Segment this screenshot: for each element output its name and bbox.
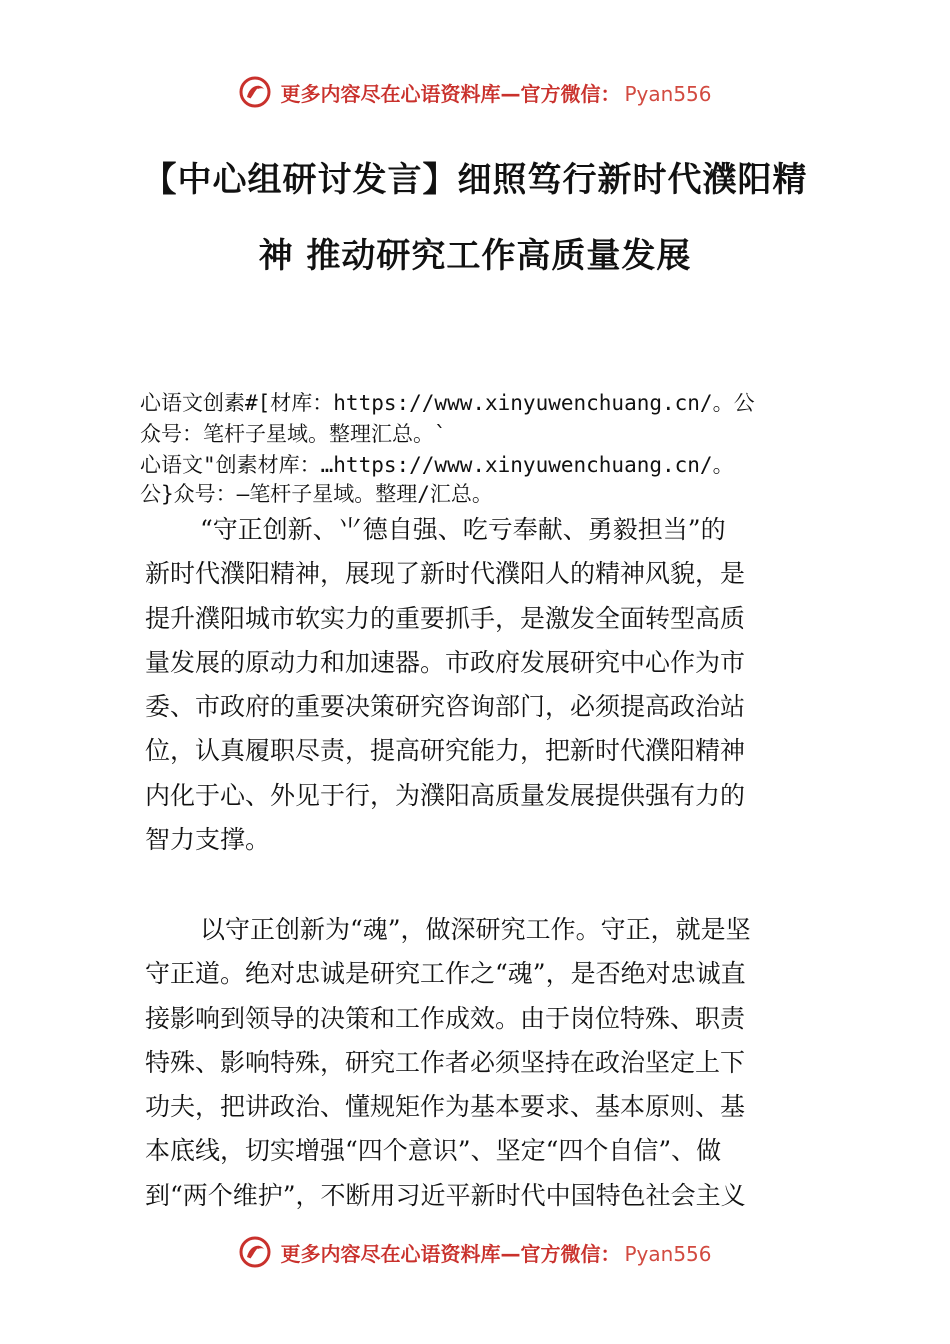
paragraph-line: 智力支撑。 <box>145 825 271 855</box>
header-banner-text <box>280 78 711 107</box>
footer-banner-label: 官方微信： <box>520 1241 621 1266</box>
paragraph-line: 以守正创新为“魂”，做深研究工作。守正，就是坚 <box>200 915 751 944</box>
footer-banner-slogan: 更多内容尽在心语资料库 <box>280 1241 501 1266</box>
paragraph-line: 量发展的原动力和加速器。市政府发展研究中心作为市 <box>145 647 746 677</box>
paragraph-line: 位，认真履职尽责，提高研究能力，把新时代濮阳精神 <box>145 736 746 766</box>
source-meta-line-1: 心语文创素#[材库：https://www.xinyuwenchuang.cn/。公 <box>140 391 755 415</box>
paragraph-line: 特殊、影响特殊，研究工作者必须坚持在政治坚定上下 <box>145 1047 746 1077</box>
header-banner-separator: — <box>500 81 521 106</box>
paragraph-line: 守正道。绝对忠诚是研究工作之“魂”，是否绝对忠诚直 <box>145 959 746 989</box>
header-banner-slogan: 更多内容尽在心语资料库 <box>280 81 501 106</box>
paragraph-line: 内化于心、外见于行，为濮阳高质量发展提供强有力的 <box>145 780 746 810</box>
source-meta-line-2: 众号：笔杆子星域。整理汇总。` <box>140 422 447 446</box>
paragraph-line: 本底线，切实增强“四个意识”、坚定“四个自信”、做 <box>145 1136 722 1166</box>
paragraph-line: 新时代濮阳精神，展现了新时代濮阳人的精神风貌，是 <box>145 559 746 589</box>
body-paragraph-1 <box>145 508 810 862</box>
header-banner-wechat-id: Pyan556 <box>624 81 712 106</box>
swirl-logo-icon <box>238 75 272 109</box>
paragraph-line: “守正创新、⺌德自强、吃亏奉献、勇毅担当”的 <box>200 515 726 544</box>
paragraph-line: 功夫，把讲政治、懂规矩作为基本要求、基本原则、基 <box>145 1092 746 1122</box>
paragraph-line: 提升濮阳城市软实力的重要抓手，是激发全面转型高质 <box>145 603 746 633</box>
body-paragraph-2 <box>145 908 810 1218</box>
header-banner-label: 官方微信： <box>520 81 621 106</box>
source-meta-line-3: 心语文"创素材库：…https://www.xinyuwenchuang.cn/。 <box>140 453 734 477</box>
document-title-line-1: 【中心组研讨发言】细照笃行新时代濮阳精 <box>142 160 808 200</box>
swirl-logo-icon <box>238 1235 272 1269</box>
paragraph-line: 接影响到领导的决策和工作成效。由于岗位特殊、职责 <box>145 1003 746 1033</box>
source-meta-line-4: 公}众号：—笔杆子星域。整理/汇总。 <box>140 482 493 506</box>
paragraph-line: 到“两个维护”，不断用习近平新时代中国特色社会主义 <box>145 1180 746 1210</box>
footer-banner-text <box>280 1238 711 1267</box>
header-banner <box>0 72 950 112</box>
footer-banner-separator: — <box>500 1241 521 1266</box>
paragraph-line: 委、市政府的重要决策研究咨询部门，必须提高政治站 <box>145 692 746 722</box>
footer-banner-wechat-id: Pyan556 <box>624 1241 712 1266</box>
footer-banner <box>0 1232 950 1272</box>
document-title-line-2: 神 推动研究工作高质量发展 <box>258 236 692 276</box>
